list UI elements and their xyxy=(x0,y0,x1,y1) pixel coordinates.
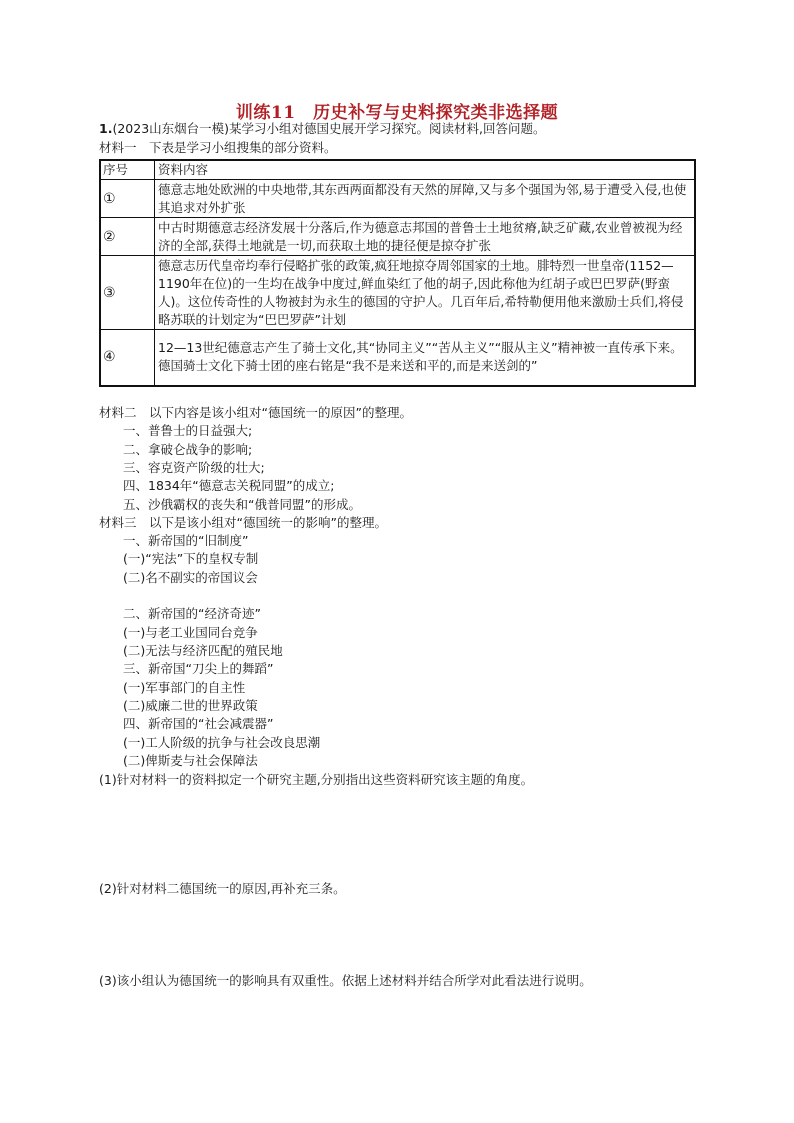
table-cell-num: ① xyxy=(100,180,155,218)
table-row xyxy=(100,256,695,330)
material2-label: 材料二 以下内容是该小组对“德国统一的原因”的整理。 xyxy=(99,405,412,420)
material3-item: 一、新帝国的“旧制度” xyxy=(123,533,249,548)
sub-question-1: (1)针对材料一的资料拟定一个研究主题,分别指出这些资料研究该主题的角度。 xyxy=(99,772,534,787)
sub-question-2: (2)针对材料二德国统一的原因,再补充三条。 xyxy=(99,881,346,896)
material1-label: 材料一 下表是学习小组搜集的部分资料。 xyxy=(99,140,337,155)
material2-item: 二、拿破仑战争的影响; xyxy=(123,442,253,457)
table-cell-content: 中古时期德意志经济发展十分落后,作为德意志邦国的普鲁士土地贫瘠,缺乏矿藏,农业曾被视为经济的全部,获得土地就是一切,而获取土地的捷径便是掠夺扩张 xyxy=(155,218,696,256)
table-cell-content: 12—13世纪德意志产生了骑士文化,其“协同主义”“苦从主义”“服从主义”精神被一直传承下来。德国骑士文化下骑士团的座右铭是“我不是来送和平的,而是来送剑的” xyxy=(155,330,696,386)
material3-item: 二、新帝国的“经济奇迹” xyxy=(123,606,261,621)
table-row xyxy=(100,330,695,386)
material3-item: (一)军事部门的自主性 xyxy=(123,680,246,695)
page-title: 训练11 历史补写与史料探究类非选择题 xyxy=(235,103,559,123)
table-cell-num: ② xyxy=(100,218,155,256)
material3-item: (二)名不副实的帝国议会 xyxy=(123,570,258,585)
sub-question-3: (3)该小组认为德国统一的影响具有双重性。依据上述材料并结合所学对此看法进行说明。 xyxy=(99,973,592,988)
table-row xyxy=(100,218,695,256)
material2-item: 五、沙俄霸权的丧失和“俄普同盟”的形成。 xyxy=(123,497,361,512)
table-row xyxy=(100,180,695,218)
material2-item: 四、1834年“德意志关税同盟”的成立; xyxy=(123,478,335,493)
question-number: 1. xyxy=(99,121,113,136)
material3-item: (一)“宪法”下的皇权专制 xyxy=(123,551,259,566)
material3-item: (一)与老工业国同台竞争 xyxy=(123,625,258,640)
material3-label: 材料三 以下是该小组对“德国统一的影响”的整理。 xyxy=(99,515,387,530)
material3-item: (一)工人阶级的抗争与社会改良思潮 xyxy=(123,735,321,750)
table-cell-num: ④ xyxy=(100,330,155,386)
table-cell-num: ③ xyxy=(100,256,155,330)
material3-item: (二)俾斯麦与社会保障法 xyxy=(123,753,258,768)
table-header-content: 资料内容 xyxy=(155,160,696,180)
material3-item: (二)威廉二世的世界政策 xyxy=(123,698,258,713)
table-header-num: 序号 xyxy=(100,160,155,180)
question-intro xyxy=(99,120,546,138)
table-cell-content: 德意志地处欧洲的中央地带,其东西两面都没有天然的屏障,又与多个强国为邻,易于遭受入侵,也使其追求对外扩张 xyxy=(155,180,696,218)
material3-item: (二)无法与经济匹配的殖民地 xyxy=(123,643,283,658)
table-header-row xyxy=(100,160,695,180)
table-cell-content: 德意志历代皇帝均奉行侵略扩张的政策,疯狂地掠夺周邻国家的土地。腓特烈一世皇帝(1152—1190年在位)的一生均在战争中度过,鲜血染红了他的胡子,因此称他为红胡子或巴巴罗萨(野蛮人)。这位传奇性的人物被封为永生的德国的守护人。几百年后,希特勒便用他来激励士兵们,将侵略苏联的计划定为“巴巴罗萨”计划 xyxy=(155,256,696,330)
question-text: (2023山东烟台一模)某学习小组对德国史展开学习探究。阅读材料,回答问题。 xyxy=(112,121,546,136)
material2-item: 三、容克资产阶级的壮大; xyxy=(123,460,265,475)
material1-table xyxy=(99,159,696,387)
material3-item: 三、新帝国“刀尖上的舞蹈” xyxy=(123,661,274,676)
material2-item: 一、普鲁士的日益强大; xyxy=(123,423,253,438)
material3-item: 四、新帝国的“社会减震器” xyxy=(123,716,274,731)
